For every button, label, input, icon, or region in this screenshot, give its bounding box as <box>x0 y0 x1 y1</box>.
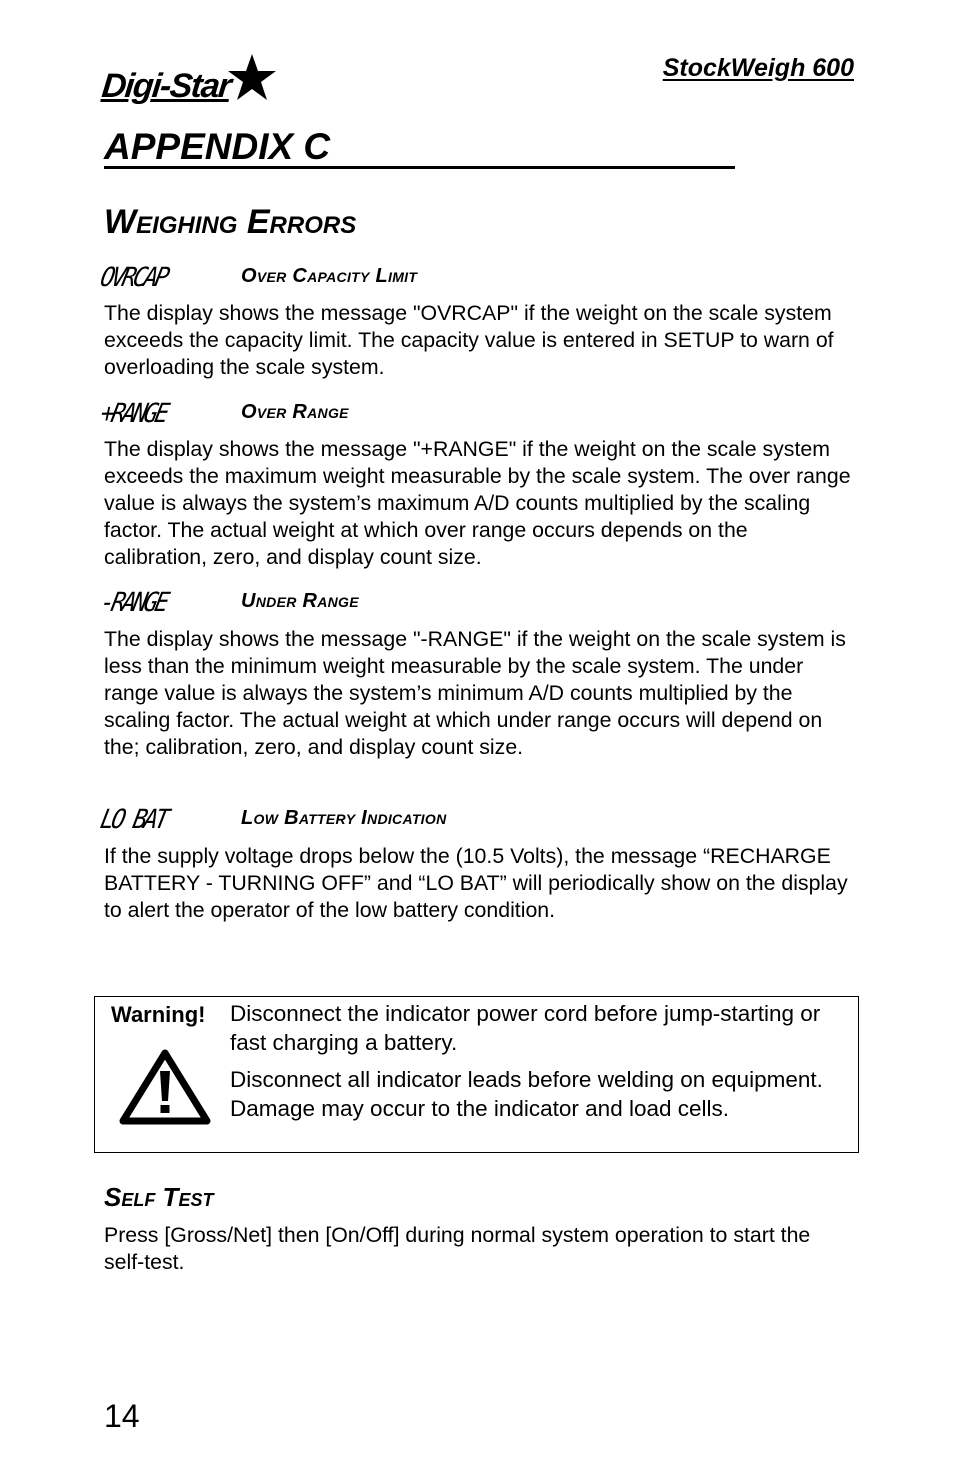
warning-triangle-icon <box>119 1049 211 1125</box>
error-heading-ovrcap <box>97 263 804 293</box>
error-description: The display shows the message "+RANGE" if the weight on the scale system exceeds the maximum weight measurable by the scale system. The over range value is always the system’s maximum A/D counts multiplied by the scaling factor. The actual weight at which over range occurs depends on the calibration, zero, and display count size. <box>104 437 851 570</box>
lcd-code: +RANGE <box>97 399 170 429</box>
error-description: The display shows the message "-RANGE" if the weight on the scale system is less than the minimum weight measurable by the scale system. The under range value is always the system’s minimum A/D counts multiplied by the scaling factor. The actual weight at which under range occurs will depend on the; calibration, zero, and display count size. <box>104 627 846 760</box>
page-title: APPENDIX C <box>104 126 735 169</box>
product-name: StockWeigh 600 <box>662 54 854 82</box>
error-title: Low Battery Indication <box>241 807 447 829</box>
section-heading-self-test: Self Test <box>104 1182 214 1212</box>
error-title: Under Range <box>241 590 359 612</box>
page-number: 14 <box>104 1398 140 1434</box>
section-heading-weighing-errors: Weighing Errors <box>104 203 357 241</box>
error-description: If the supply voltage drops below the (10.5 Volts), the message “RECHARGE BATTERY - TURNING OFF” and “LO BAT” will periodically show on the display to alert the operator of the low battery condition. <box>104 844 848 923</box>
warning-box <box>94 996 859 1153</box>
lcd-code: LO BAT <box>97 805 170 835</box>
error-title: Over Range <box>241 401 349 423</box>
warning-label: Warning! <box>111 1002 206 1027</box>
lcd-code: -RANGE <box>97 588 170 618</box>
star-icon <box>226 52 278 102</box>
brand-logo-text: Digi-Star <box>100 67 233 105</box>
brand-logo <box>102 52 278 104</box>
error-title: Over Capacity Limit <box>241 265 418 287</box>
error-heading-under-range <box>97 588 804 618</box>
lcd-code: OVRCAP <box>97 263 170 293</box>
error-heading-over-range <box>97 399 804 429</box>
self-test-description: Press [Gross/Net] then [On/Off] during normal system operation to start the self-test. <box>104 1223 811 1275</box>
error-description: The display shows the message "OVRCAP" if the weight on the scale system exceeds the capacity limit. The capacity value is entered in SETUP to warn of overloading the scale system. <box>104 301 834 380</box>
error-heading-low-battery <box>97 805 804 835</box>
warning-text-welding: Disconnect all indicator leads before welding on equipment. Damage may occur to the indicator and load cells. <box>230 1067 823 1121</box>
warning-text-jump-start: Disconnect the indicator power cord before jump-starting or fast charging a battery. <box>230 1001 821 1055</box>
